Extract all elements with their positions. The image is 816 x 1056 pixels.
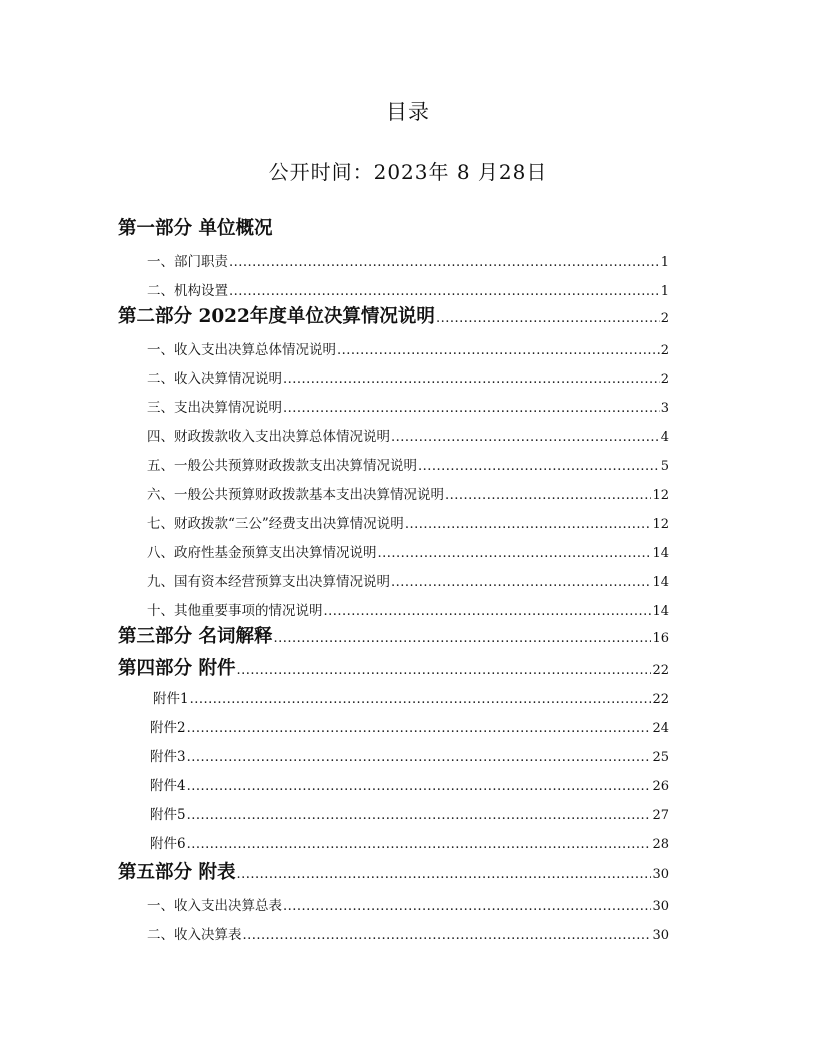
toc-page-number: 14 xyxy=(652,575,669,590)
toc-entry[interactable] xyxy=(147,541,669,561)
toc-entry[interactable] xyxy=(150,745,669,765)
toc-entry[interactable] xyxy=(147,338,669,358)
toc-leader-dots xyxy=(236,663,651,678)
toc-page-number: 24 xyxy=(652,721,669,736)
toc-part-label: 第三部分 名词解释 xyxy=(118,626,273,647)
toc-part-3[interactable] xyxy=(118,622,669,648)
toc-part-5[interactable] xyxy=(118,858,669,884)
toc-leader-dots xyxy=(243,928,652,943)
toc-entry[interactable] xyxy=(147,483,669,503)
toc-page-number: 30 xyxy=(652,928,669,943)
toc-entry[interactable] xyxy=(153,687,669,707)
toc-leader-dots xyxy=(378,546,652,561)
toc-entry[interactable] xyxy=(147,279,669,299)
toc-leader-dots xyxy=(187,750,652,765)
toc-entry[interactable] xyxy=(147,454,669,474)
toc-entry[interactable] xyxy=(147,250,669,270)
toc-leader-dots xyxy=(187,779,652,794)
toc-entry-label: 四、财政拨款收入支出决算总体情况说明 xyxy=(147,429,390,445)
toc-entry-label: 九、国有资本经营预算支出决算情况说明 xyxy=(147,574,390,590)
toc-entry-label: 附件1 xyxy=(153,691,189,707)
toc-part-4[interactable] xyxy=(118,654,669,680)
toc-entry-label: 八、政府性基金预算支出决算情况说明 xyxy=(147,545,377,561)
toc-part-label: 第一部分 单位概况 xyxy=(118,218,273,239)
toc-entry-label: 附件4 xyxy=(150,778,186,794)
toc-leader-dots xyxy=(273,631,651,646)
toc-page-number: 2 xyxy=(660,372,669,387)
toc-page-number: 22 xyxy=(652,663,669,678)
toc-entry-label: 二、机构设置 xyxy=(147,283,228,299)
page-title: 目录 xyxy=(386,100,430,124)
toc-leader-dots xyxy=(445,488,651,503)
toc-leader-dots xyxy=(236,867,651,882)
toc-part-1[interactable] xyxy=(118,214,669,240)
toc-leader-dots xyxy=(436,311,660,326)
toc-page-number: 26 xyxy=(652,779,669,794)
toc-page-number: 14 xyxy=(652,604,669,619)
toc-entry-label: 一、部门职责 xyxy=(147,254,228,270)
toc-page-number: 30 xyxy=(652,867,669,882)
toc-entry[interactable] xyxy=(147,425,669,445)
toc-leader-dots xyxy=(229,284,660,299)
toc-entry[interactable] xyxy=(147,512,669,532)
toc-page-number: 28 xyxy=(652,837,669,852)
toc-entry-label: 五、一般公共预算财政拨款支出决算情况说明 xyxy=(147,458,417,474)
toc-page-number: 2 xyxy=(660,343,669,358)
toc-page-number: 25 xyxy=(652,750,669,765)
toc-part-label: 第二部分 2022年度单位决算情况说明 xyxy=(118,306,435,327)
toc-page-number: 12 xyxy=(652,488,669,503)
toc-page-number: 22 xyxy=(652,692,669,707)
toc-page-number: 1 xyxy=(660,255,669,270)
toc-entry[interactable] xyxy=(150,716,669,736)
toc-entry-label: 三、支出决算情况说明 xyxy=(147,400,282,416)
toc-entry-label: 二、收入决算表 xyxy=(147,927,242,943)
toc-entry[interactable] xyxy=(147,894,669,914)
toc-entry-label: 一、收入支出决算总体情况说明 xyxy=(147,342,336,358)
toc-leader-dots xyxy=(283,401,660,416)
toc-entry-label: 附件5 xyxy=(150,807,186,823)
toc-leader-dots xyxy=(391,575,651,590)
toc-page-number: 5 xyxy=(660,459,669,474)
toc-leader-dots xyxy=(337,343,660,358)
toc-entry-label: 七、财政拨款“三公”经费支出决算情况说明 xyxy=(147,516,404,532)
toc-entry-label: 一、收入支出决算总表 xyxy=(147,898,282,914)
toc-entry[interactable] xyxy=(147,570,669,590)
toc-entry-label: 二、收入决算情况说明 xyxy=(147,371,282,387)
toc-entry[interactable] xyxy=(147,599,669,619)
toc-entry[interactable] xyxy=(147,396,669,416)
toc-entry[interactable] xyxy=(147,923,669,943)
toc-entry[interactable] xyxy=(150,774,669,794)
toc-page-number: 3 xyxy=(660,401,669,416)
toc-page-number: 27 xyxy=(652,808,669,823)
toc-entry-label: 十、其他重要事项的情况说明 xyxy=(147,603,323,619)
toc-entry-label: 附件6 xyxy=(150,836,186,852)
toc-page-number: 14 xyxy=(652,546,669,561)
toc-entry-label: 附件3 xyxy=(150,749,186,765)
toc-entry-label: 附件2 xyxy=(150,720,186,736)
toc-leader-dots xyxy=(190,692,652,707)
toc-leader-dots xyxy=(283,372,660,387)
publish-date: 公开时间：2023年 8 月28日 xyxy=(268,160,548,184)
toc-page-number: 16 xyxy=(652,631,669,646)
toc-leader-dots xyxy=(405,517,652,532)
toc-page-number: 30 xyxy=(652,899,669,914)
toc-entry[interactable] xyxy=(150,832,669,852)
toc-leader-dots xyxy=(229,255,660,270)
toc-leader-dots xyxy=(187,837,652,852)
toc-page-number: 12 xyxy=(652,517,669,532)
toc-part-2[interactable] xyxy=(118,302,669,328)
toc-leader-dots xyxy=(187,721,652,736)
toc-page-number: 2 xyxy=(660,311,669,326)
toc-leader-dots xyxy=(324,604,652,619)
toc-entry-label: 六、一般公共预算财政拨款基本支出决算情况说明 xyxy=(147,487,444,503)
toc-part-label: 第四部分 附件 xyxy=(118,658,236,679)
toc-leader-dots xyxy=(187,808,652,823)
toc-leader-dots xyxy=(283,899,651,914)
toc-entry[interactable] xyxy=(147,367,669,387)
toc-page-number: 4 xyxy=(660,430,669,445)
toc-part-label: 第五部分 附表 xyxy=(118,862,236,883)
toc-entry[interactable] xyxy=(150,803,669,823)
toc-leader-dots xyxy=(391,430,660,445)
toc-leader-dots xyxy=(418,459,660,474)
toc-page-number: 1 xyxy=(660,284,669,299)
